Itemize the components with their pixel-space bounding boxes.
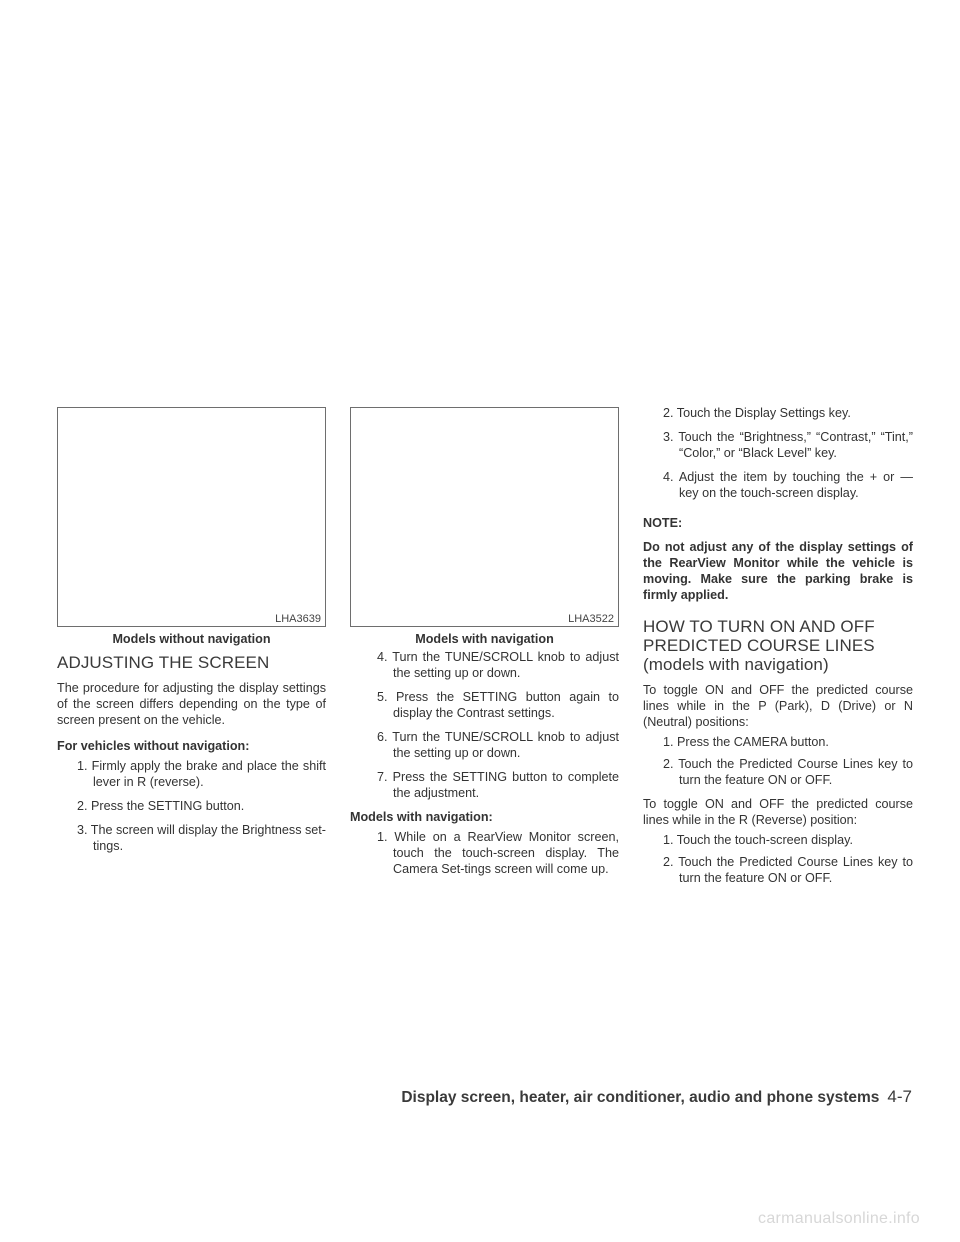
list-item: 5. Press the SETTING button again to display the Contrast settings.	[377, 690, 619, 720]
footer-section-title: Display screen, heater, air conditioner, audio and phone systems	[401, 1089, 880, 1106]
page-number: 4-7	[887, 1087, 912, 1106]
list-item: 2. Press the SETTING button.	[77, 799, 245, 813]
steps-list	[643, 405, 913, 501]
steps-list	[357, 649, 619, 801]
list-item: 1. While on a RearView Monitor screen, touch the touch-screen display. The Camera Set-tings screen will come up.	[377, 830, 619, 876]
page-footer	[401, 1088, 912, 1107]
paragraph: To toggle ON and OFF the predicted course lines while in the P (Park), D (Drive) or N (Neutral) positions:	[643, 683, 913, 729]
list-item: 3. Touch the “Brightness,” “Contrast,” “Tint,” “Color,” or “Black Level” key.	[663, 430, 913, 460]
list-item: 3. The screen will display the Brightness set-tings.	[77, 823, 326, 853]
note-text: Do not adjust any of the display settings of the RearView Monitor while the vehicle is moving. Make sure the parking brake is firmly applied.	[643, 540, 913, 602]
figure-without-navigation	[57, 407, 326, 627]
list-item: 6. Turn the TUNE/SCROLL knob to adjust the setting up or down.	[377, 730, 619, 760]
steps-list	[57, 758, 326, 854]
section-heading: HOW TO TURN ON AND OFF PREDICTED COURSE LINES (models with navigation)	[643, 617, 875, 674]
intro-paragraph: The procedure for adjusting the display settings of the screen differs depending on the type of screen present on the vehicle.	[57, 681, 326, 727]
subheading: For vehicles without navigation:	[57, 739, 250, 753]
column-1	[57, 653, 326, 854]
figure-caption: Models with navigation	[415, 632, 554, 646]
list-item: 2. Touch the Display Settings key.	[663, 406, 851, 420]
section-heading: ADJUSTING THE SCREEN	[57, 653, 270, 672]
list-item: 7. Press the SETTING button to complete the adjustment.	[377, 770, 619, 800]
figure-id: LHA3522	[568, 613, 614, 625]
list-item: 4. Turn the TUNE/SCROLL knob to adjust the setting up or down.	[377, 650, 619, 680]
steps-list	[643, 832, 913, 886]
column-2	[350, 649, 619, 877]
list-item: 1. Firmly apply the brake and place the shift lever in R (reverse).	[77, 759, 326, 789]
watermark: carmanualsonline.info	[758, 1210, 920, 1227]
list-item: 1. Press the CAMERA button.	[663, 735, 829, 749]
figure-with-navigation	[350, 407, 619, 627]
list-item: 2. Touch the Predicted Course Lines key to turn the feature ON or OFF.	[663, 855, 913, 885]
list-item: 4. Adjust the item by touching the + or — key on the touch-screen display.	[663, 470, 913, 500]
figure-id: LHA3639	[275, 613, 321, 625]
column-3	[643, 405, 913, 886]
subheading: Models with navigation:	[350, 810, 493, 824]
list-item: 2. Touch the Predicted Course Lines key to turn the feature ON or OFF.	[663, 757, 913, 787]
figure-caption: Models without navigation	[112, 632, 271, 646]
list-item: 1. Touch the touch-screen display.	[663, 833, 853, 847]
steps-list	[643, 734, 913, 788]
paragraph: To toggle ON and OFF the predicted course lines while in the R (Reverse) position:	[643, 797, 913, 827]
note-label: NOTE:	[643, 516, 683, 530]
steps-list	[357, 829, 619, 877]
